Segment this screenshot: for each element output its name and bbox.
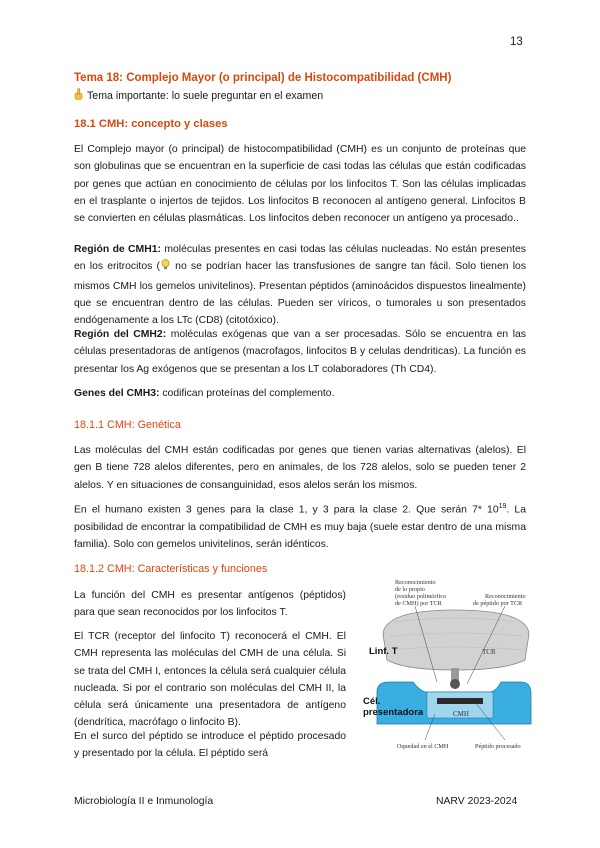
genetics-p2-text-b: . La posibilidad de encontrar la compatibilidad de CMH es muy baja (suele estar dentro de una misma familia). Solo con gemelos univitelinos, serán idénticos. (74, 504, 526, 551)
ann-right-2: de péptido por TCR (473, 600, 523, 607)
annotation-left (395, 579, 446, 607)
tcr-label: TCR (482, 648, 496, 656)
ann-right-1: Reconocimiento (485, 593, 526, 600)
functions-paragraph-3: En el surco del péptido se introduce el péptido procesado y presentado por la célula. El péptido será (74, 731, 346, 760)
cmh1-text-b: no se podrían hacer las transfusiones de sangre tan fácil. Solo tienen los mismos CMH los gemelos univitelinos). Presentan péptidos (aminoácidos dispuestos linealmente) que se encuentran dentro de las células. Pueden ser víricos, o tumorales u son presentados endógenamente a los LTc (CD8) (citotóxico). (74, 261, 527, 327)
exponent: 19 (498, 503, 507, 510)
cmh1-paragraph (74, 241, 526, 329)
cmh2-paragraph (74, 326, 526, 378)
cmh2-label: Región del CMH2: (74, 329, 167, 340)
cmh3-paragraph (74, 385, 526, 402)
genetics-paragraph-2 (74, 498, 526, 553)
important-note-text: Tema importante: lo suele preguntar en el examen (87, 89, 324, 102)
label-presentadora: presentadora (363, 707, 424, 718)
cmh1-text-a: moléculas presentes en casi todas las células nucleadas. No están presentes en los eritrocitos ( (74, 244, 527, 273)
section-heading: 18.1 CMH: concepto y clases (74, 118, 228, 130)
ann-left-4: de CMH) por TCR (395, 600, 442, 607)
footer-author: NARV 2023-2024 (436, 796, 518, 807)
cmh3-text: codifican proteínas del complemento. (159, 388, 335, 399)
tcr-cmh-figure (355, 574, 533, 756)
lightbulb-icon (161, 259, 170, 277)
topic-title: Tema 18: Complejo Mayor (o principal) de Histocompatibilidad (CMH) (74, 72, 452, 84)
ann-bottom-right: Péptido procesado (475, 743, 521, 750)
ann-bottom-left: Oquedad en el CMH (397, 743, 449, 750)
functions-paragraph-2: El TCR (receptor del linfocito T) reconocerá el CMH. El CMH representa las moléculas del CMH de una célula. Si se trata del CMH I, entonces la célula será cualquier célula nucleada. Si por el contrario son moléculas del CMH II, la célula será únicamente una presentadora de antígeno (dendrítica, macrófago o linfocito B). (74, 631, 346, 729)
cmh-label: CMH (453, 710, 469, 718)
genetics-paragraph-1: Las moléculas del CMH están codificadas por genes que tienen varias alternativas (alelos). El gen B tiene 728 alelos diferentes, pero en animales, de los 728 alelos, solo se pueden tener 2 alelos. Y en situaciones de consanguinidad, esos alelos serán los mismos. (74, 445, 526, 491)
functions-heading: 18.1.2 CMH: Características y funciones (74, 563, 268, 575)
ann-left-3: (residuo polimórfico (395, 593, 447, 600)
label-linf-t: Linf. T (369, 646, 398, 657)
footer-course: Microbiología II e Inmunología (74, 796, 214, 807)
cmh2-text: moléculas exógenas que van a ser procesadas. Sólo se encuentra en las células presentadoras de antígenos (macrofagos, linfocitos B y celulas dendriticas). La función es presentar los Ag exógenos que se presentan a los LT colaboradores (Th CD4). (74, 329, 526, 375)
genetics-heading: 18.1.1 CMH: Genética (74, 419, 181, 431)
cmh1-label: Región de CMH1: (74, 244, 161, 255)
intro-paragraph: El Complejo mayor (o principal) de histocompatibilidad (CMH) es un conjunto de proteínas que son globulinas que se encuentran en la superficie de casi todas las células que están codificadas por genes que actúan en conocimiento de células por los linfocitos T. Son las células implicadas en el trasplante o injertos de tejidos. Los linfocitos B reconocen al antígeno general. Linfocitos B se convierten en células plasmáticas. Los linfocitos deben reconocer un antígeno ya procesado.. (74, 144, 526, 225)
ann-left-2: de lo propio (395, 586, 425, 593)
annotation-right (473, 593, 526, 607)
genetics-p2-text-a: En el humano existen 3 genes para la clase 1, y 3 para la clase 2. Que serán 7* 10 (74, 504, 499, 516)
cmh3-label: Genes del CMH3: (74, 388, 160, 399)
functions-paragraph-1: La función del CMH es presentar antígenos (péptidos) para que sean reconocidos por los linfocitos T. (74, 590, 346, 619)
ann-left-1: Reconocimiento (395, 579, 436, 586)
important-note (74, 88, 323, 103)
pointing-hand-icon (74, 88, 85, 103)
label-cel: Cél. (363, 696, 381, 707)
page-number: 13 (510, 36, 523, 48)
t-cell-shape (383, 610, 529, 670)
